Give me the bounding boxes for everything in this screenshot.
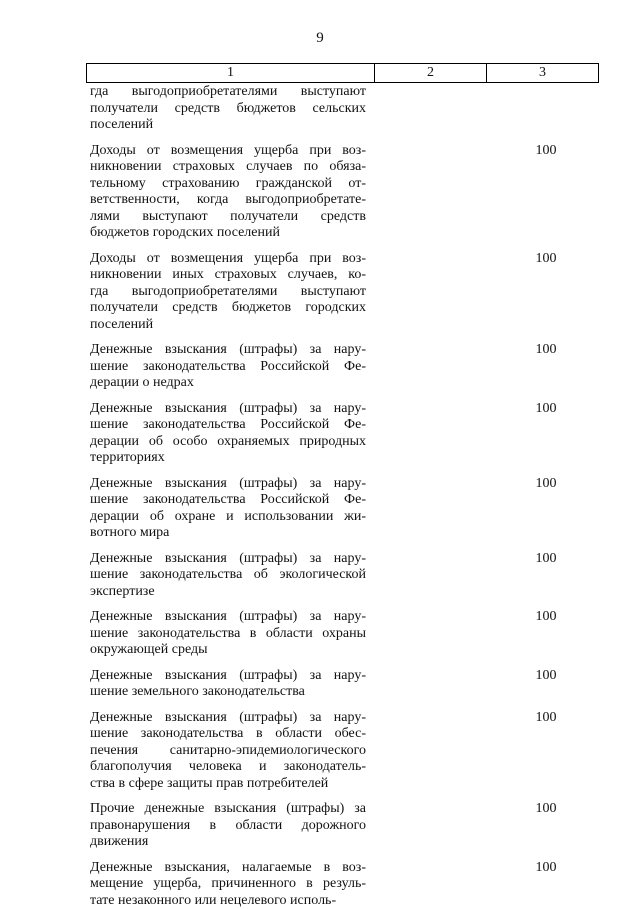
row-percent-value: 100 — [490, 668, 600, 685]
table-row — [90, 668, 600, 701]
description-line: лями выступают получатели средств — [90, 209, 366, 226]
description-line: ства в сфере защиты прав потребителей — [90, 776, 366, 793]
row-description — [90, 668, 366, 701]
table-row — [90, 476, 600, 542]
page-number: 9 — [0, 30, 640, 47]
description-line: шение законодательства об экологической — [90, 567, 366, 584]
table-row — [90, 609, 600, 659]
description-line: никновении иных страховых случаев, ко- — [90, 267, 366, 284]
description-line: дерации об охране и использовании жи- — [90, 509, 366, 526]
description-line: тате незаконного или нецелевого исполь- — [90, 893, 366, 909]
description-line: печения санитарно-эпидемиологического — [90, 743, 366, 760]
description-line: движения — [90, 834, 366, 851]
row-percent-value: 100 — [490, 801, 600, 818]
row-percent-value: 100 — [490, 860, 600, 877]
row-description — [90, 401, 366, 467]
table-row — [90, 401, 600, 467]
description-line: гда выгодоприобретателями выступают — [90, 84, 366, 101]
row-percent-value: 100 — [490, 143, 600, 160]
description-line: никновении страховых случаев по обяза- — [90, 159, 366, 176]
table-row — [90, 860, 600, 909]
description-line: шение земельного законодательства — [90, 684, 366, 701]
description-line: экспертизе — [90, 584, 366, 601]
description-line: правонарушения в области дорожного — [90, 818, 366, 835]
description-line: Доходы от возмещения ущерба при воз- — [90, 251, 366, 268]
description-line: дерации об особо охраняемых природных — [90, 434, 366, 451]
header-col-3: 3 — [487, 64, 598, 82]
description-line: дерации о недрах — [90, 375, 366, 392]
description-line: шение законодательства Российской Фе- — [90, 359, 366, 376]
row-description — [90, 84, 366, 134]
row-percent-value: 100 — [490, 710, 600, 727]
row-description — [90, 342, 366, 392]
table-row — [90, 342, 600, 392]
table-row — [90, 84, 600, 134]
description-line: Денежные взыскания (штрафы) за нару- — [90, 476, 366, 493]
description-line: ветственности, когда выгодоприобретате- — [90, 192, 366, 209]
table-row — [90, 551, 600, 601]
table-body — [90, 84, 600, 909]
row-description — [90, 551, 366, 601]
description-line: шение законодательства в области обес- — [90, 726, 366, 743]
table-header — [86, 63, 599, 83]
row-description — [90, 476, 366, 542]
description-line: Денежные взыскания (штрафы) за нару- — [90, 668, 366, 685]
row-description — [90, 710, 366, 793]
description-line: шение законодательства в области охраны — [90, 626, 366, 643]
table-row — [90, 143, 600, 242]
row-description — [90, 801, 366, 851]
table-row — [90, 710, 600, 793]
row-percent-value: 100 — [490, 609, 600, 626]
description-line: Денежные взыскания (штрафы) за нару- — [90, 551, 366, 568]
header-col-1: 1 — [87, 64, 375, 82]
row-description — [90, 251, 366, 334]
description-line: гда выгодоприобретателями выступают — [90, 284, 366, 301]
row-description — [90, 609, 366, 659]
row-percent-value: 100 — [490, 401, 600, 418]
row-description — [90, 143, 366, 242]
table-row — [90, 251, 600, 334]
table-row — [90, 801, 600, 851]
description-line: Денежные взыскания (штрафы) за нару- — [90, 401, 366, 418]
description-line: окружающей среды — [90, 642, 366, 659]
header-col-2: 2 — [375, 64, 487, 82]
description-line: шение законодательства Российской Фе- — [90, 417, 366, 434]
description-line: территориях — [90, 450, 366, 467]
description-line: получатели средств бюджетов городских — [90, 300, 366, 317]
description-line: благополучия человека и законодатель- — [90, 759, 366, 776]
row-percent-value: 100 — [490, 551, 600, 568]
description-line: получатели средств бюджетов сельских — [90, 101, 366, 118]
description-line: Денежные взыскания (штрафы) за нару- — [90, 342, 366, 359]
row-percent-value: 100 — [490, 476, 600, 493]
description-line: Прочие денежные взыскания (штрафы) за — [90, 801, 366, 818]
row-percent-value: 100 — [490, 342, 600, 359]
row-description — [90, 860, 366, 909]
description-line: тельному страхованию гражданской от- — [90, 176, 366, 193]
description-line: вотного мира — [90, 525, 366, 542]
description-line: Денежные взыскания (штрафы) за нару- — [90, 710, 366, 727]
description-line: Денежные взыскания (штрафы) за нару- — [90, 609, 366, 626]
description-line: Доходы от возмещения ущерба при воз- — [90, 143, 366, 160]
description-line: бюджетов городских поселений — [90, 225, 366, 242]
description-line: поселений — [90, 117, 366, 134]
row-percent-value: 100 — [490, 251, 600, 268]
description-line: шение законодательства Российской Фе- — [90, 492, 366, 509]
description-line: Денежные взыскания, налагаемые в воз- — [90, 860, 366, 877]
description-line: поселений — [90, 317, 366, 334]
description-line: мещение ущерба, причиненного в резуль- — [90, 876, 366, 893]
